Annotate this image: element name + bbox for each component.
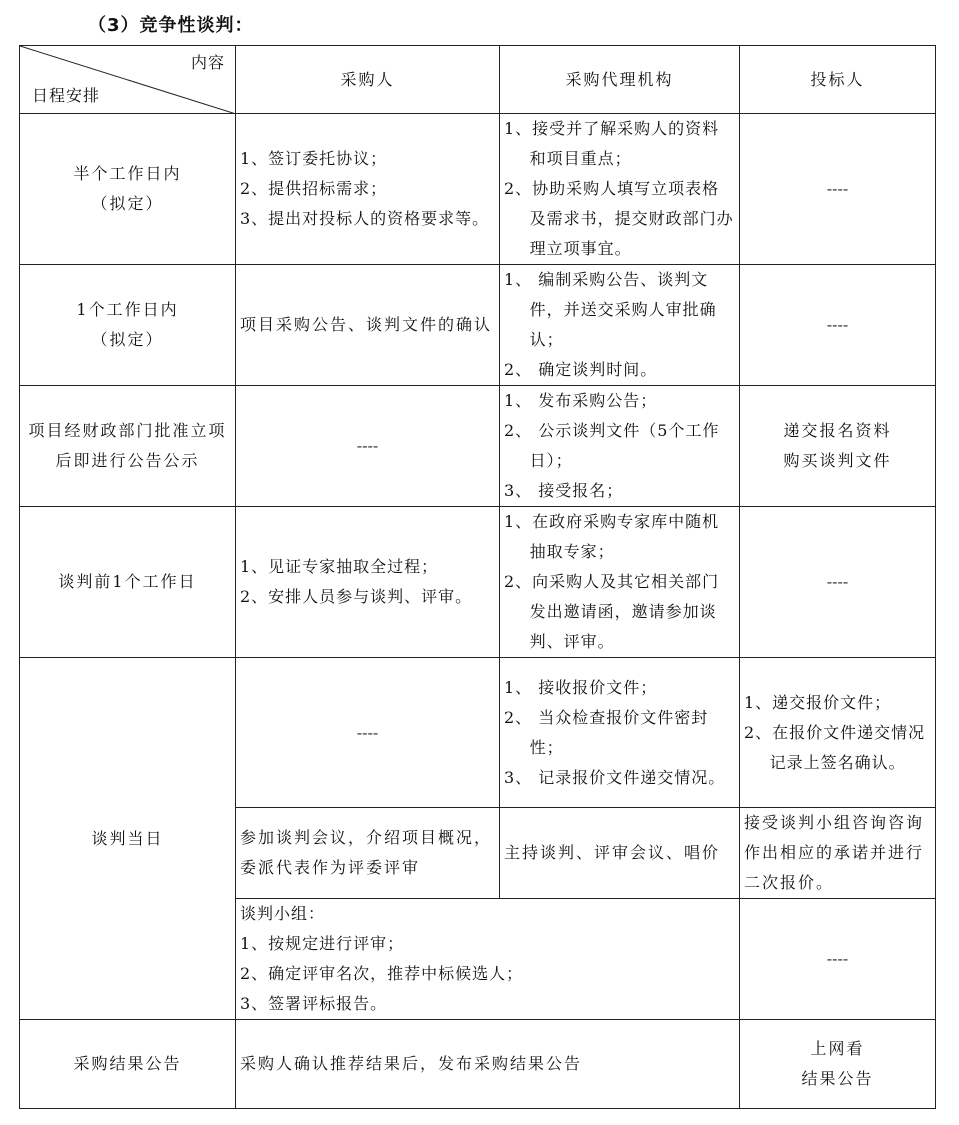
list-item: 1、在政府采购专家库中随机抽取专家；: [504, 512, 720, 561]
table-row: [20, 265, 936, 386]
schedule-cell: 谈判前1个工作日: [20, 507, 236, 658]
list-item: 3、 接受报名；: [504, 481, 624, 500]
list-item: 2、向采购人及其它相关部门发出邀请函，邀请参加谈判、评审。: [504, 572, 720, 651]
purchaser-cell: ----: [236, 658, 500, 808]
schedule-cell: 半个工作日内 （拟定）: [20, 114, 236, 265]
panel-cell: [236, 899, 740, 1020]
list-item: 2、 确定谈判时间。: [504, 360, 658, 379]
list-item: 2、 公示谈判文件（5个工作日）；: [504, 421, 720, 470]
section-heading: （3）竞争性谈判：: [88, 15, 254, 36]
agency-cell: [500, 114, 740, 265]
table-row: [20, 507, 936, 658]
purchaser-cell: 参加谈判会议，介绍项目概况，委派代表作为评委评审: [236, 808, 500, 899]
schedule-cell: 采购结果公告: [20, 1020, 236, 1109]
bidder-cell: 递交报名资料 购买谈判文件: [740, 386, 936, 507]
bidder-cell: [740, 658, 936, 808]
list-item: 2、安排人员参与谈判、评审。: [240, 587, 473, 606]
bidder-cell: ----: [740, 507, 936, 658]
list-item: 1、按规定进行评审；: [240, 934, 405, 953]
panel-title: 谈判小组：: [240, 904, 326, 923]
corner-label-content: 内容: [190, 53, 225, 72]
bidder-cell: ----: [740, 265, 936, 386]
list-item: 2、确定评审名次，推荐中标候选人；: [240, 964, 524, 983]
agency-cell: 主持谈判、评审会议、唱价: [500, 808, 740, 899]
purchaser-cell: 采购人确认推荐结果后，发布采购结果公告: [236, 1020, 740, 1109]
header-bidder: 投标人: [740, 46, 936, 114]
list-item: 2、在报价文件递交情况记录上签名确认。: [744, 722, 926, 772]
bidder-cell: ----: [740, 899, 936, 1020]
header-agency: 采购代理机构: [500, 46, 740, 114]
agency-cell: [500, 658, 740, 808]
purchaser-cell: ----: [236, 386, 500, 507]
list-item: 3、提出对投标人的资格要求等。: [240, 209, 490, 228]
agency-cell: [500, 507, 740, 658]
agency-cell: [500, 386, 740, 507]
schedule-cell: 项目经财政部门批准立项后即进行公告公示: [20, 386, 236, 507]
bidder-cell: 接受谈判小组咨询咨询作出相应的承诺并进行二次报价。: [740, 808, 936, 899]
purchaser-cell: [236, 114, 500, 265]
list-item: 1、 发布采购公告；: [504, 391, 658, 410]
corner-header-cell: [20, 46, 236, 114]
list-item: 1、 接收报价文件；: [504, 677, 658, 697]
header-purchaser: 采购人: [236, 46, 500, 114]
bidder-cell: ----: [740, 114, 936, 265]
table-row: [20, 1020, 936, 1109]
list-item: 1、接受并了解采购人的资料和项目重点；: [504, 119, 720, 168]
table-row: [20, 658, 936, 808]
list-item: 3、签署评标报告。: [240, 994, 388, 1013]
agency-cell: [500, 265, 740, 386]
schedule-cell: 1个工作日内 （拟定）: [20, 265, 236, 386]
bidder-cell: 上网看 结果公告: [740, 1020, 936, 1109]
table-header-row: [20, 46, 936, 114]
purchaser-cell: [236, 507, 500, 658]
schedule-table: [19, 45, 936, 1109]
schedule-cell-day-of: 谈判当日: [20, 658, 236, 1020]
list-item: 2、协助采购人填写立项表格及需求书，提交财政部门办理立项事宜。: [504, 179, 734, 258]
list-item: 1、签订委托协议；: [240, 149, 388, 168]
list-item: 1、递交报价文件；: [744, 692, 892, 712]
list-item: 1、见证专家抽取全过程；: [240, 557, 439, 576]
purchaser-cell: 项目采购公告、谈判文件的确认: [236, 265, 500, 386]
table-row: [20, 386, 936, 507]
table-row: [20, 114, 936, 265]
list-item: 2、 当众检查报价文件密封性；: [504, 707, 709, 757]
corner-label-schedule: 日程安排: [32, 86, 101, 105]
list-item: 1、 编制采购公告、谈判文件，并送交采购人审批确认；: [504, 270, 717, 349]
list-item: 3、 记录报价文件递交情况。: [504, 767, 726, 787]
list-item: 2、提供招标需求；: [240, 179, 388, 198]
